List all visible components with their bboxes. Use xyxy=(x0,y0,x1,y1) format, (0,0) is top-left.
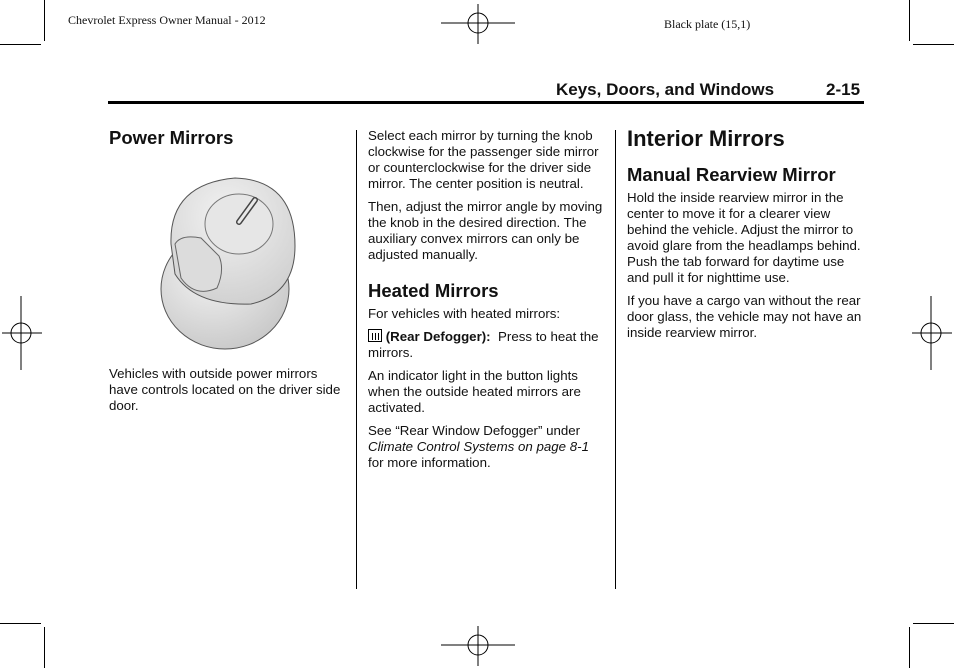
column-3 xyxy=(627,126,863,348)
crop-mark xyxy=(909,627,910,668)
header-rule xyxy=(108,101,864,104)
crop-mark xyxy=(44,0,45,41)
paragraph-indicator: An indicator light in the button lights when the outside heated mirrors are activated. xyxy=(368,368,581,415)
crop-mark xyxy=(909,0,910,41)
heading-interior-mirrors: Interior Mirrors xyxy=(627,126,785,151)
paragraph-cargo-van: If you have a cargo van without the rear door glass, the vehicle may not have an inside rearview mirror. xyxy=(627,293,862,340)
mirror-control-knob-icon xyxy=(155,174,300,354)
crop-mark xyxy=(913,623,954,624)
defogger-label: (Rear Defogger): xyxy=(385,329,491,344)
paragraph-select-mirror: Select each mirror by turning the knob clockwise for the passenger side mirror or counterclockwise for the driver side mirror. The center position is neutral. xyxy=(368,128,599,191)
crop-mark xyxy=(0,623,41,624)
registration-mark-left xyxy=(2,296,42,370)
paragraph-hold-mirror: Hold the inside rearview mirror in the center to move it for a clearer view behind the vehicle. Adjust the mirror to avoid glare from the headlamps behind. Push the tab forward for daytime use and pull it for nighttime use. xyxy=(627,190,861,285)
column-2 xyxy=(368,128,608,478)
crop-mark xyxy=(913,44,954,45)
see-also-tail: for more information. xyxy=(368,455,491,470)
heading-heated-mirrors: Heated Mirrors xyxy=(368,280,499,301)
crop-mark xyxy=(44,627,45,668)
crop-mark xyxy=(0,44,41,45)
running-header-left: Chevrolet Express Owner Manual - 2012 xyxy=(68,13,266,27)
climate-control-link[interactable]: Climate Control Systems on page 8-1 xyxy=(368,439,589,454)
running-header-right: Black plate (15,1) xyxy=(664,17,751,31)
paragraph-heated-intro: For vehicles with heated mirrors: xyxy=(368,306,561,321)
column-divider xyxy=(615,130,616,589)
heading-manual-rearview-mirror: Manual Rearview Mirror xyxy=(627,164,836,185)
see-also-text: See “Rear Window Defogger” under xyxy=(368,423,581,438)
paragraph-adjust-angle: Then, adjust the mirror angle by moving the knob in the desired direction. The auxiliary convex mirrors can only be adjusted manually. xyxy=(368,199,603,262)
section-title: Keys, Doors, and Windows xyxy=(556,80,775,99)
column-divider xyxy=(356,130,357,589)
paragraph-see-also xyxy=(368,423,608,471)
page-number: 2-15 xyxy=(826,80,861,99)
paragraph-defogger xyxy=(368,329,608,361)
defogger-text: Press to heat the mirrors. xyxy=(368,329,599,360)
registration-mark-bottom xyxy=(441,626,515,666)
registration-mark-right xyxy=(912,296,952,370)
registration-mark-top xyxy=(441,4,515,44)
heading-power-mirrors: Power Mirrors xyxy=(109,127,234,148)
column-1-body xyxy=(109,366,345,421)
rear-defogger-icon xyxy=(368,329,382,342)
power-mirrors-text: Vehicles with outside power mirrors have controls located on the driver side door. xyxy=(109,366,341,413)
